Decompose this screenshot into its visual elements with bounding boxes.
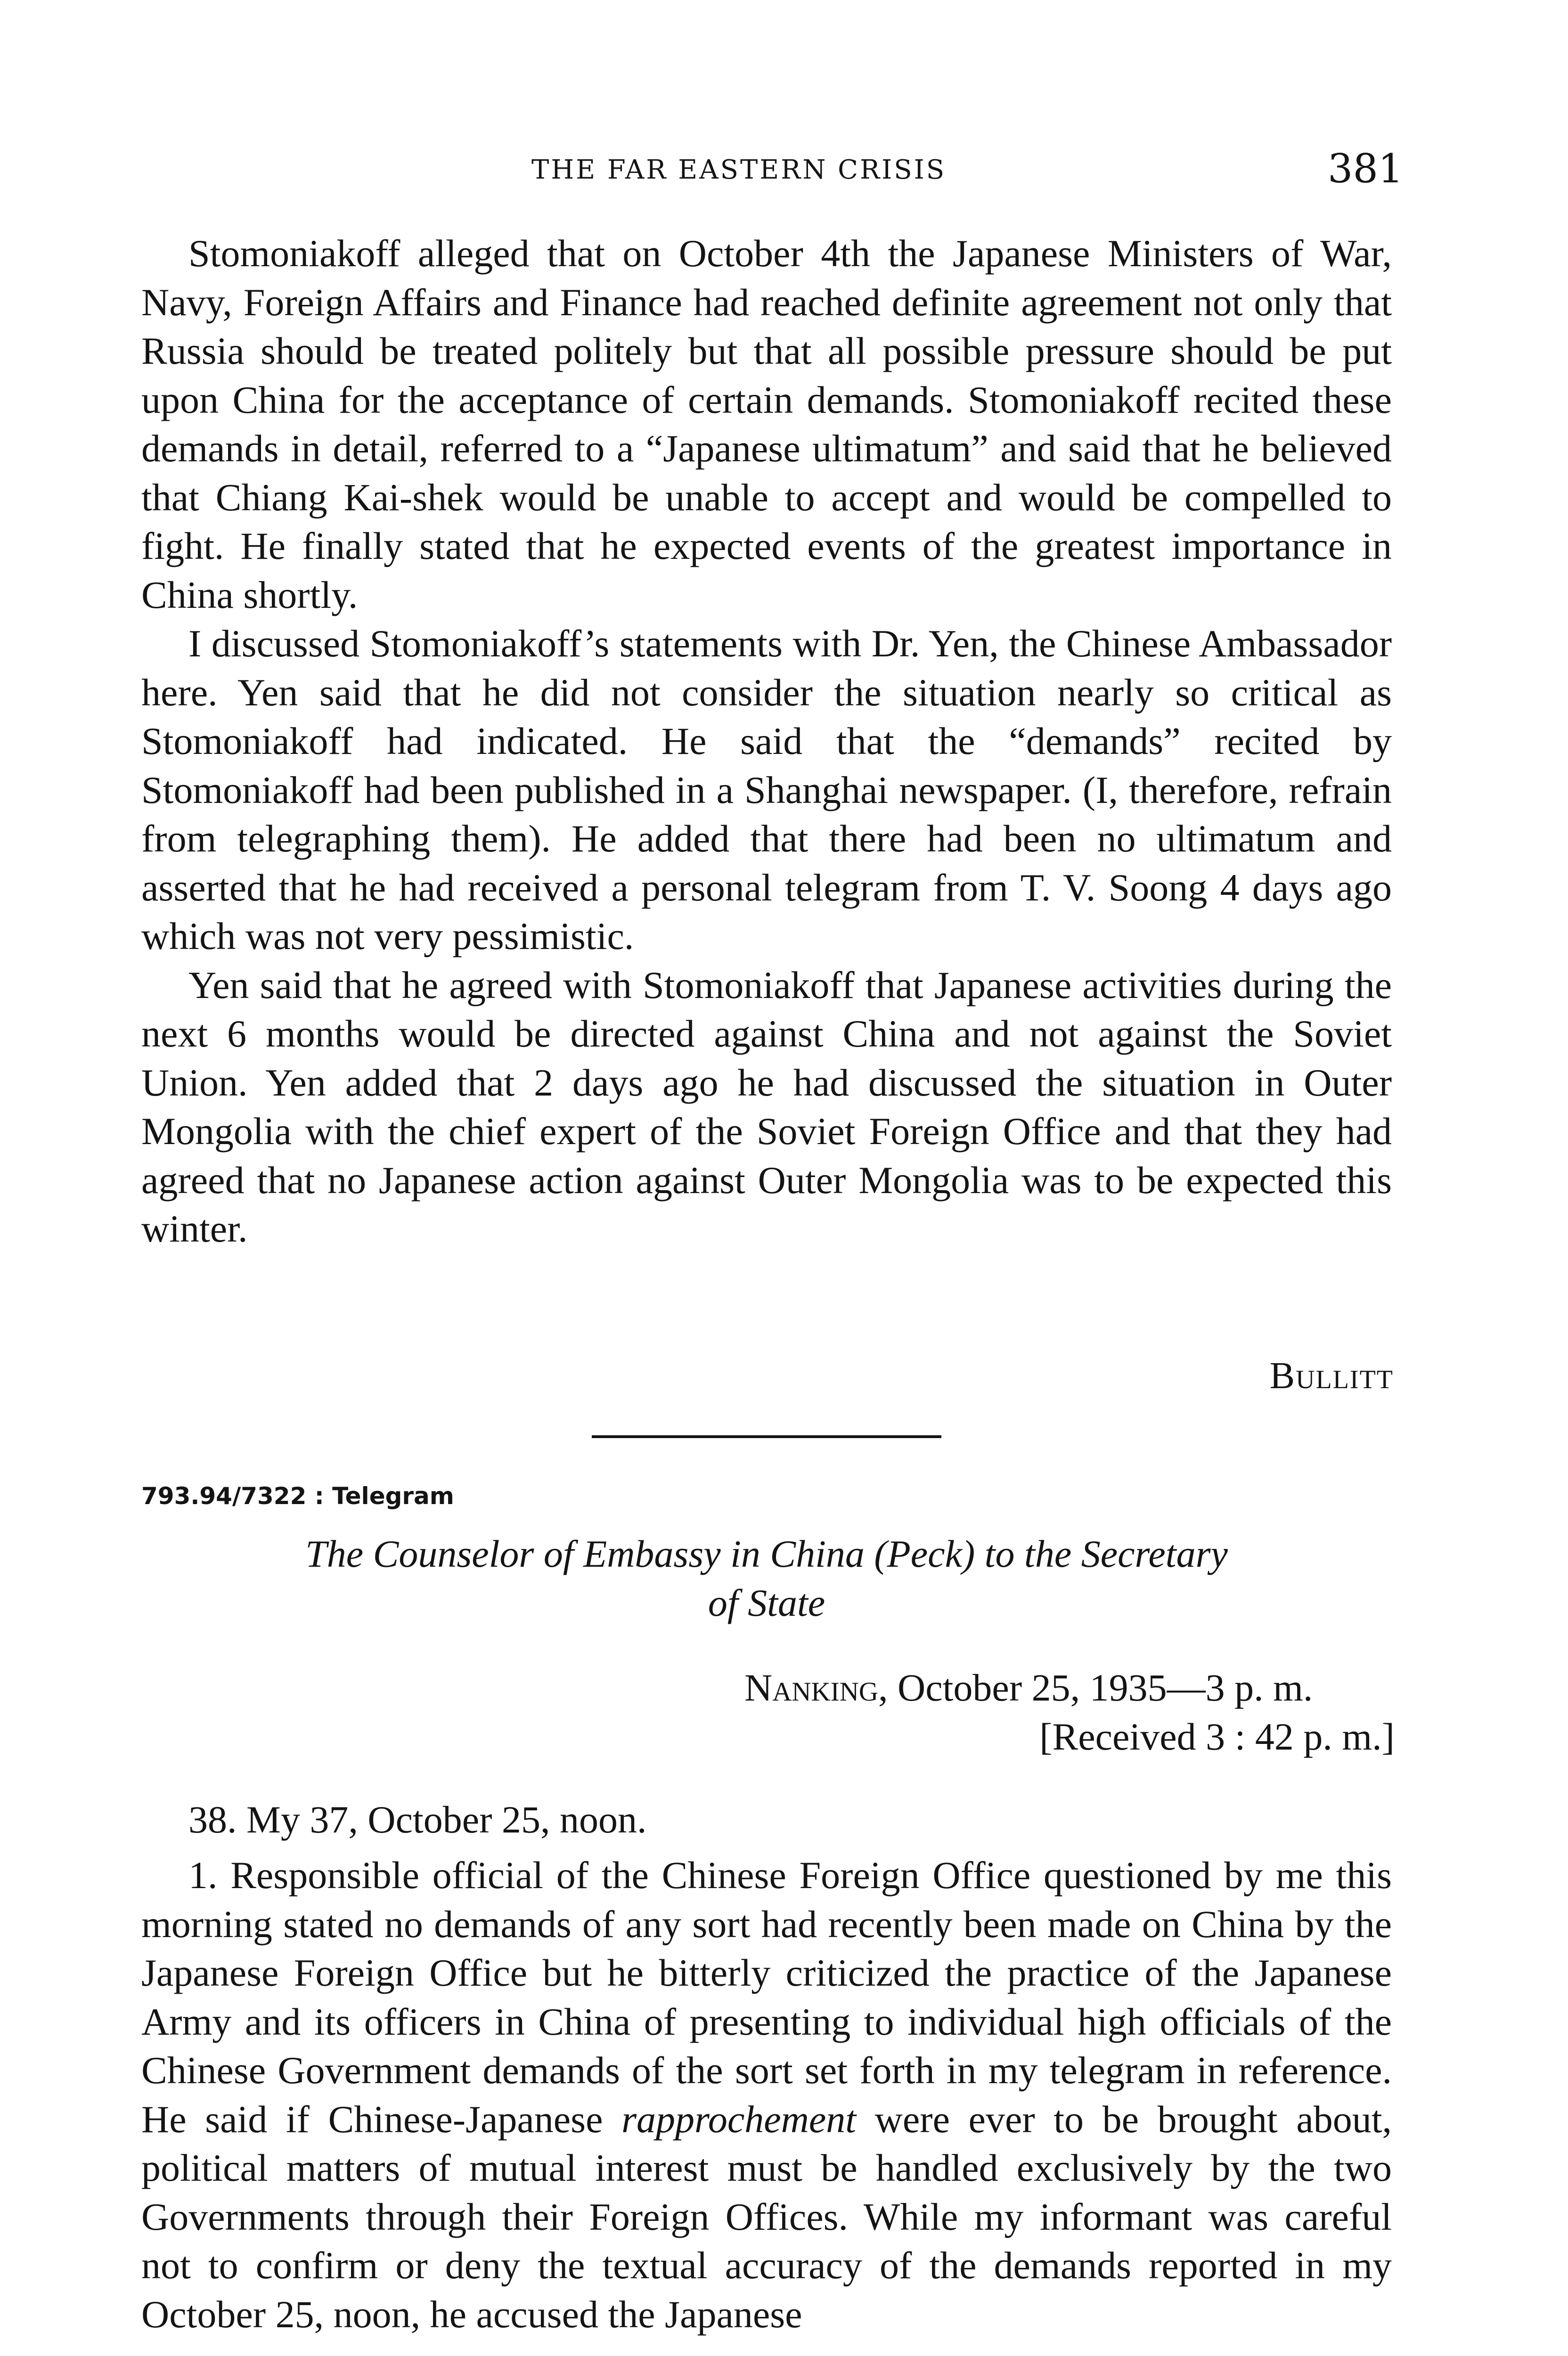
received-note: [Received 3 : 42 p. m.]: [1039, 1715, 1395, 1758]
signature: Bullitt: [1269, 1355, 1394, 1397]
document-title: [141, 1530, 1392, 1628]
document-title-line: The Counselor of Embassy in China (Peck) to the Secretary: [305, 1532, 1228, 1575]
page-number: 381: [1328, 146, 1404, 192]
running-header: [0, 146, 1568, 192]
telegram-intro: 38. My 37, October 25, noon.: [188, 1798, 647, 1841]
dateline-date: October 25, 1935—3 p. m.: [888, 1666, 1313, 1709]
paragraph: I discussed Stomoniakoff’s statements with Dr. Yen, the Chinese Ambassador here. Yen said that he did not consider the situation nearly so critical as Stomoniakoff had indicated. He said that the “demands” recited by Stomoniakoff had been published in a Shanghai newspaper. (I, therefore, refrain from telegraphing them). He added that there had been no ultimatum and asserted that he had received a personal telegram from T. V. Soong 4 days ago which was not very pessimistic.: [141, 622, 1392, 957]
running-title: THE FAR EASTERN CRISIS: [531, 155, 947, 185]
dateline: [744, 1663, 1313, 1712]
file-reference: 793.94/7322 : Telegram: [141, 1482, 454, 1510]
section-divider: [592, 1435, 941, 1438]
paragraph-text: were ever to be brought about, political matters of mutual interest must be handled exclusively by the two Governments through their Foreign Offices. While my informant was careful not to confirm or deny the textual accuracy of the demands reported in my October 25, noon, he accused the Japanese: [141, 2097, 1392, 2336]
dateline-place: Nanking,: [744, 1666, 888, 1709]
paragraph-text: 1. Responsible official of the Chinese Foreign Office questioned by me this morning stated no demands of any sort had recently been made on China by the Japanese Foreign Office but he bitterly criticized the practice of the Japanese Army and its officers in China of presenting to individual high officials of the Chinese Government demands of the sort set forth in my telegram in reference. He said if Chinese-Japanese: [141, 1854, 1392, 2141]
bullitt-telegram-body: [141, 229, 1392, 1253]
paragraph: [141, 1851, 1392, 2339]
italic-term: rapprochement: [621, 2097, 857, 2141]
peck-telegram-body: [141, 1851, 1392, 2339]
paragraph: Yen said that he agreed with Stomoniakoff that Japanese activities during the next 6 months would be directed against China and not against the Soviet Union. Yen added that 2 days ago he had discussed the situation in Outer Mongolia with the chief expert of the Soviet Foreign Office and that they had agreed that no Japanese action against Outer Mongolia was to be expected this winter.: [141, 963, 1392, 1250]
paragraph: Stomoniakoff alleged that on October 4th the Japanese Ministers of War, Navy, Foreign Affairs and Finance had reached definite agreement not only that Russia should be treated politely but that all possible pressure should be put upon China for the acceptance of certain demands. Stomoniakoff recited these demands in detail, referred to a “Japanese ultimatum” and said that he believed that Chiang Kai-shek would be unable to accept and would be compelled to fight. He finally stated that he expected events of the greatest importance in China shortly.: [141, 232, 1392, 616]
document-title-line: of State: [708, 1581, 825, 1624]
